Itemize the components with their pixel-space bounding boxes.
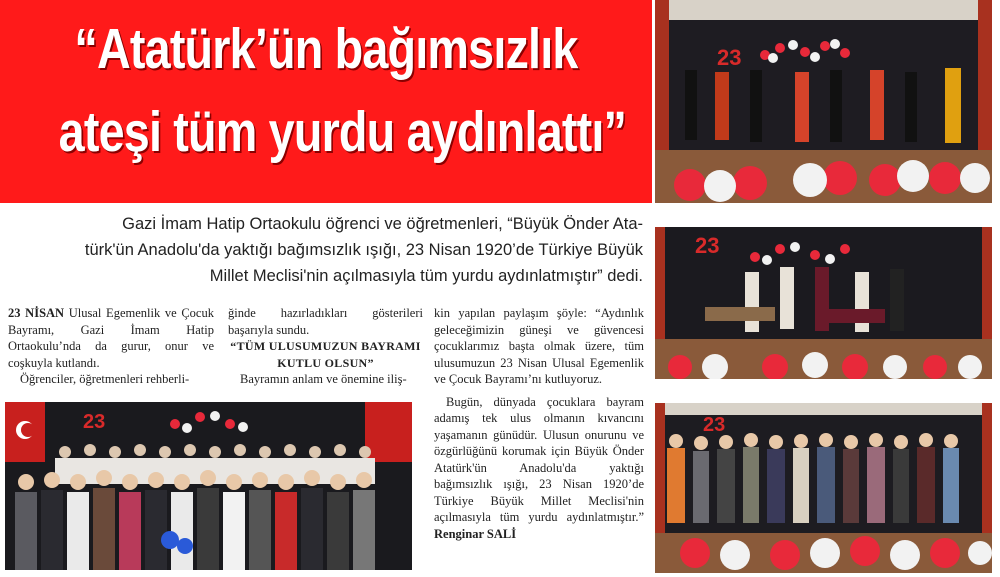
col1-paragraph-1: Ulusal Egemenlik ve Çocuk Bayramı, Gazi İmam Hatip Ortaokulu’nda da gurur, onur ve coşkuyla kutlandı. <box>8 306 214 370</box>
col3-paragraph-2: Bugün, dünyada çocuklara bayram adamış tek ulus olmanın kıvancını yaşamanın günüdür. Ulusun onurunu ve özgürlüğünü korumak için Büyük Önder Atatürk'ün Anadolu'da yaktığı bağımsızlık ışığı, 23 Nisan 1920’de Türkiye Büyük Millet Meclisi'nin açılmasıyla tüm yurdu aydınlatmıştır.” <box>434 394 644 524</box>
photo-stage-performance <box>655 227 992 379</box>
col3-paragraph-1: kin yapılan paylaşım şöyle: “Aydınlık geleceğimizin güneşi ve güvencesi çocuklarımız başta olmak üzere, tüm ulusumuzun 23 Nisan Ulusal Egemenlik ve Çocuk Bayramı’nı kutluyoruz. <box>434 306 644 386</box>
subheading: “TÜM ULUSUMUZUN BAYRAMI KUTLU OLSUN” <box>230 339 421 370</box>
col1-paragraph-2: Öğrenciler, öğretmenleri rehberli- <box>20 372 190 386</box>
headline <box>58 8 627 174</box>
lead-line-1: Gazi İmam Hatip Ortaokulu öğrenci ve öğretmenleri, “Büyük Önder Ata- <box>122 215 643 233</box>
article-column-2 <box>228 305 423 388</box>
stage-number: 23 <box>717 45 742 70</box>
article-column-3 <box>434 305 644 542</box>
headline-line-1: “Atatürk’ün bağımsızlık <box>74 17 578 81</box>
col2-paragraph-2: Bayramın anlam ve önemine iliş- <box>240 372 407 386</box>
headline-banner <box>0 0 652 203</box>
author-byline: Renginar SALİ <box>434 526 517 541</box>
dateline: 23 NİSAN <box>8 306 65 320</box>
col2-paragraph-1: ğinde hazırladıkları gösterileri başarıyla sundu. <box>228 306 423 337</box>
lead-line-2: türk'ün Anadolu'da yaktığı bağımsızlık ışığı, 23 Nisan 1920’de Türkiye Büyük <box>84 241 643 259</box>
photo-school-group <box>5 402 412 570</box>
stage-number-low: 23 <box>703 414 726 436</box>
photo-award-group <box>655 403 992 573</box>
lead-line-3: Millet Meclisi'nin açılmasıyla tüm yurdu aydınlatmıştır” dedi. <box>209 267 643 285</box>
stage-number-mid: 23 <box>695 233 720 258</box>
lead-paragraph <box>38 211 643 289</box>
article-column-1 <box>8 305 214 388</box>
headline-line-2: ateşi tüm yurdu aydınlattı” <box>58 100 627 164</box>
stage-number-left: 23 <box>83 411 106 433</box>
photo-folk-dance <box>655 0 992 203</box>
